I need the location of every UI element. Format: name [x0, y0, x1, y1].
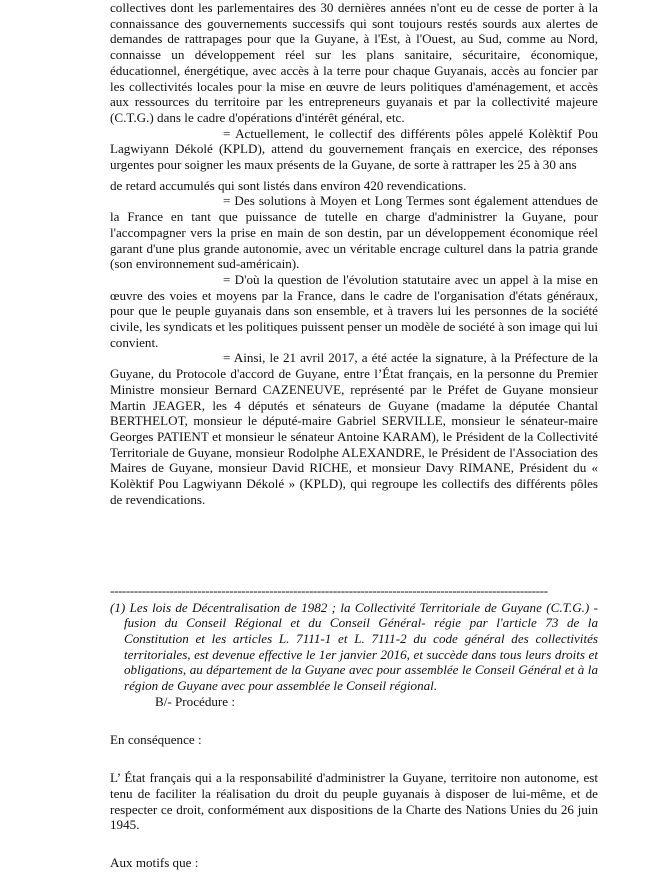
procedure-heading: B/- Procédure :: [155, 693, 235, 709]
body-paragraph-5: = Ainsi, le 21 avril 2017, a été actée la signature, à la Préfecture de la Guyane, du Protocole d'accord de Guyane, entre l’État français, en la personne du Premier Ministre monsieur Bernard CAZENEUVE, représenté par le Préfet de Guyane monsieur Martin JEAGER, les 4 députés et sénateurs de Guyane (madame la députée Chantal BERTHELOT, monsieur le député-maire Gabriel SERVILLE, monsieur le sénateur-maire Georges PATIENT et monsieur le sénateur Antoine KARAM), le Président de la Collectivité Territoriale de Guyane, monsieur Rodolphe ALEXANDRE, le Président de l'Association des Maires de Guyane, monsieur David RICHE, et monsieur Davy RIMANE, Président du « Kolèktif Pou Lagwiyann Dékolé » (KPLD), qui regroupe les collectifs des différents pôles de revendications.: [110, 350, 598, 507]
footnote: (1) Les lois de Décentralisation de 1982 ; la Collectivité Territoriale de Guyane (C.T.G.) -fusion du Conseil Régional et du Conseil Général- régie par l'article 73 de la Constitution et les articles L. 7111-1 et L. 7111-2 du code général des collectivités territoriales, est devenue effective le 1er janvier 2016, et succède dans tous leurs droits et obligations, au département de la Guyane avec pour assemblée le Conseil Général et à la région de Guyane avec pour assemblée le Conseil régional.: [110, 599, 598, 694]
page-spacer: [110, 508, 598, 578]
body-paragraph-3: = Des solutions à Moyen et Long Termes sont également attendues de la France en tant que puissance de tutelle en charge d'administrer la Guyane, pour l'accompagner vers la prise en main de son destin, par un développement économique réel garant d'une plus grande autonomie, avec un véritable encrage culturel dans la patria grande (son environnement sud-américain).: [110, 193, 598, 272]
consequence-heading: En conséquence :: [110, 732, 202, 748]
body-paragraph-2-continuation: de retard accumulés qui sont listés dans environ 420 revendications.: [110, 177, 467, 193]
document-page: [110, 0, 598, 871]
body-paragraph-1: collectives dont les parlementaires des 30 dernières années n'ont eu de cesse de porter à la connaissance des gouvernements successifs qui sont toujours restés sourds aux alertes de demandes de rattrapages pour que la Guyane, à l'Est, à l'Ouest, au Sud, comme au Nord, connaisse un développement réel sur les plans sanitaire, sécuritaire, économique, éducationnel, énergétique, avec accès à la terre pour chaque Guyanais, accès au foncier par les collectivités locales pour la mise en œuvre de leurs politiques d'aménagement, et accès aux ressources du territoire par les entrepreneurs guyanais et par la collectivité majeure (C.T.G.) dans le cadre d'opérations d'intérêt général, etc.: [110, 0, 598, 125]
consequence-paragraph: L’ État français qui a la responsabilité d'administrer la Guyane, territoire non autonome, est tenu de faciliter la réalisation du droit du peuple guyanais à disposer de lui-même, et de respecter ce droit, conformément aux dispositions de la Charte des Nations Unies du 26 juin 1945.: [110, 770, 598, 833]
body-paragraph-4: = D'où la question de l'évolution statutaire avec un appel à la mise en œuvre des voies et moyens par la France, dans le cadre de l'organisation d'états généraux, pour que le peuple guyanais dans son ensemble, et à travers lui les personnes de la société civile, les syndicats et les politiques puissent penser un modèle de société à son image qui lui convient.: [110, 271, 598, 350]
body-paragraph-2: = Actuellement, le collectif des différents pôles appelé Kolèktif Pou Lagwiyann Dékolé (KPLD), attend du gouvernement français en exercice, des réponses urgentes pour soigner les maux présents de la Guyane, de sorte à rattraper les 25 à 30 ans: [110, 125, 598, 173]
footnote-separator: --------------------------------------------------------------------------------------------------------------: [110, 583, 548, 598]
motifs-heading: Aux motifs que :: [110, 854, 199, 870]
